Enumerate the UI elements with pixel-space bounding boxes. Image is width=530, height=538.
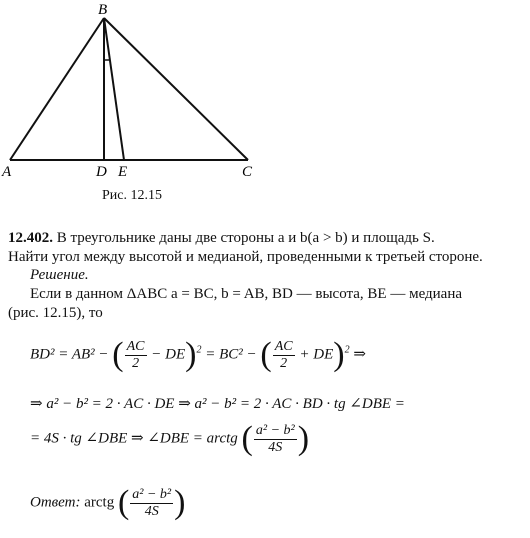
eq1-end: + DE [299,346,334,363]
problem-text-1: В треугольнике даны две стороны a и b(a > b) и площадь S. [56,230,435,246]
equation-3: = 4S · tg ∠DBE ⇒ ∠DBE = arctg ( $\frac{\text{a² − b²}}{4S}$ ) [30,420,310,457]
eq1-arrow: ⇒ [353,346,366,363]
equation-1: BD² = AB² − ( $\frac{AC}{2}$ − DE)$^2$ = BC² − ( $\frac{AC}{2}$ + DE)$^2$ ⇒ [30,336,366,373]
answer-label: Ответ: [30,494,81,511]
eq1-left: BD² = AB² − [30,346,109,363]
label-c: C [242,164,253,180]
intro-line-2: (рис. 12.15), то [8,305,103,321]
eq1-fraction-2: $\frac{AC}{2}$ [274,338,293,371]
eq1-mid: − DE [151,346,186,363]
side-bc [104,18,248,160]
label-a: A [2,164,12,180]
problem-number: 12.402. [8,230,53,246]
intro-line-1: Если в данном ΔABC a = BC, b = AB, BD — высота, BE — медиана [30,286,463,302]
answer-fraction: $\frac{\text{a² − b²}}{4S}$ [132,486,172,519]
label-b: B [98,2,108,18]
eq1-fraction-1: $\frac{AC}{2}$ [126,338,145,371]
eq1-eq: = BC² − [205,346,257,363]
triangle-figure [0,0,290,215]
median-be [104,18,124,160]
side-ab [10,18,104,160]
eq3-left: = 4S · tg ∠DBE ⇒ ∠DBE = arctg [30,430,238,447]
label-d: D [96,164,107,180]
figure-caption: Рис. 12.15 [102,188,162,203]
answer-func: arctg [84,494,115,511]
answer: Ответ: arctg ( $\frac{\text{a² − b²}}{4S}$ ) [30,484,186,521]
label-e: E [118,164,128,180]
problem-line-2: Найти угол между высотой и медианой, проведенными к третьей стороне. [8,249,483,265]
equation-2: ⇒ a² − b² = 2 · AC · DE ⇒ a² − b² = 2 · AC · BD · tg ∠DBE = [30,396,405,412]
eq3-fraction: $\frac{\text{a² − b²}}{4S}$ [255,422,295,455]
problem-line-1 [8,229,435,248]
solution-label: Решение. [30,267,89,283]
